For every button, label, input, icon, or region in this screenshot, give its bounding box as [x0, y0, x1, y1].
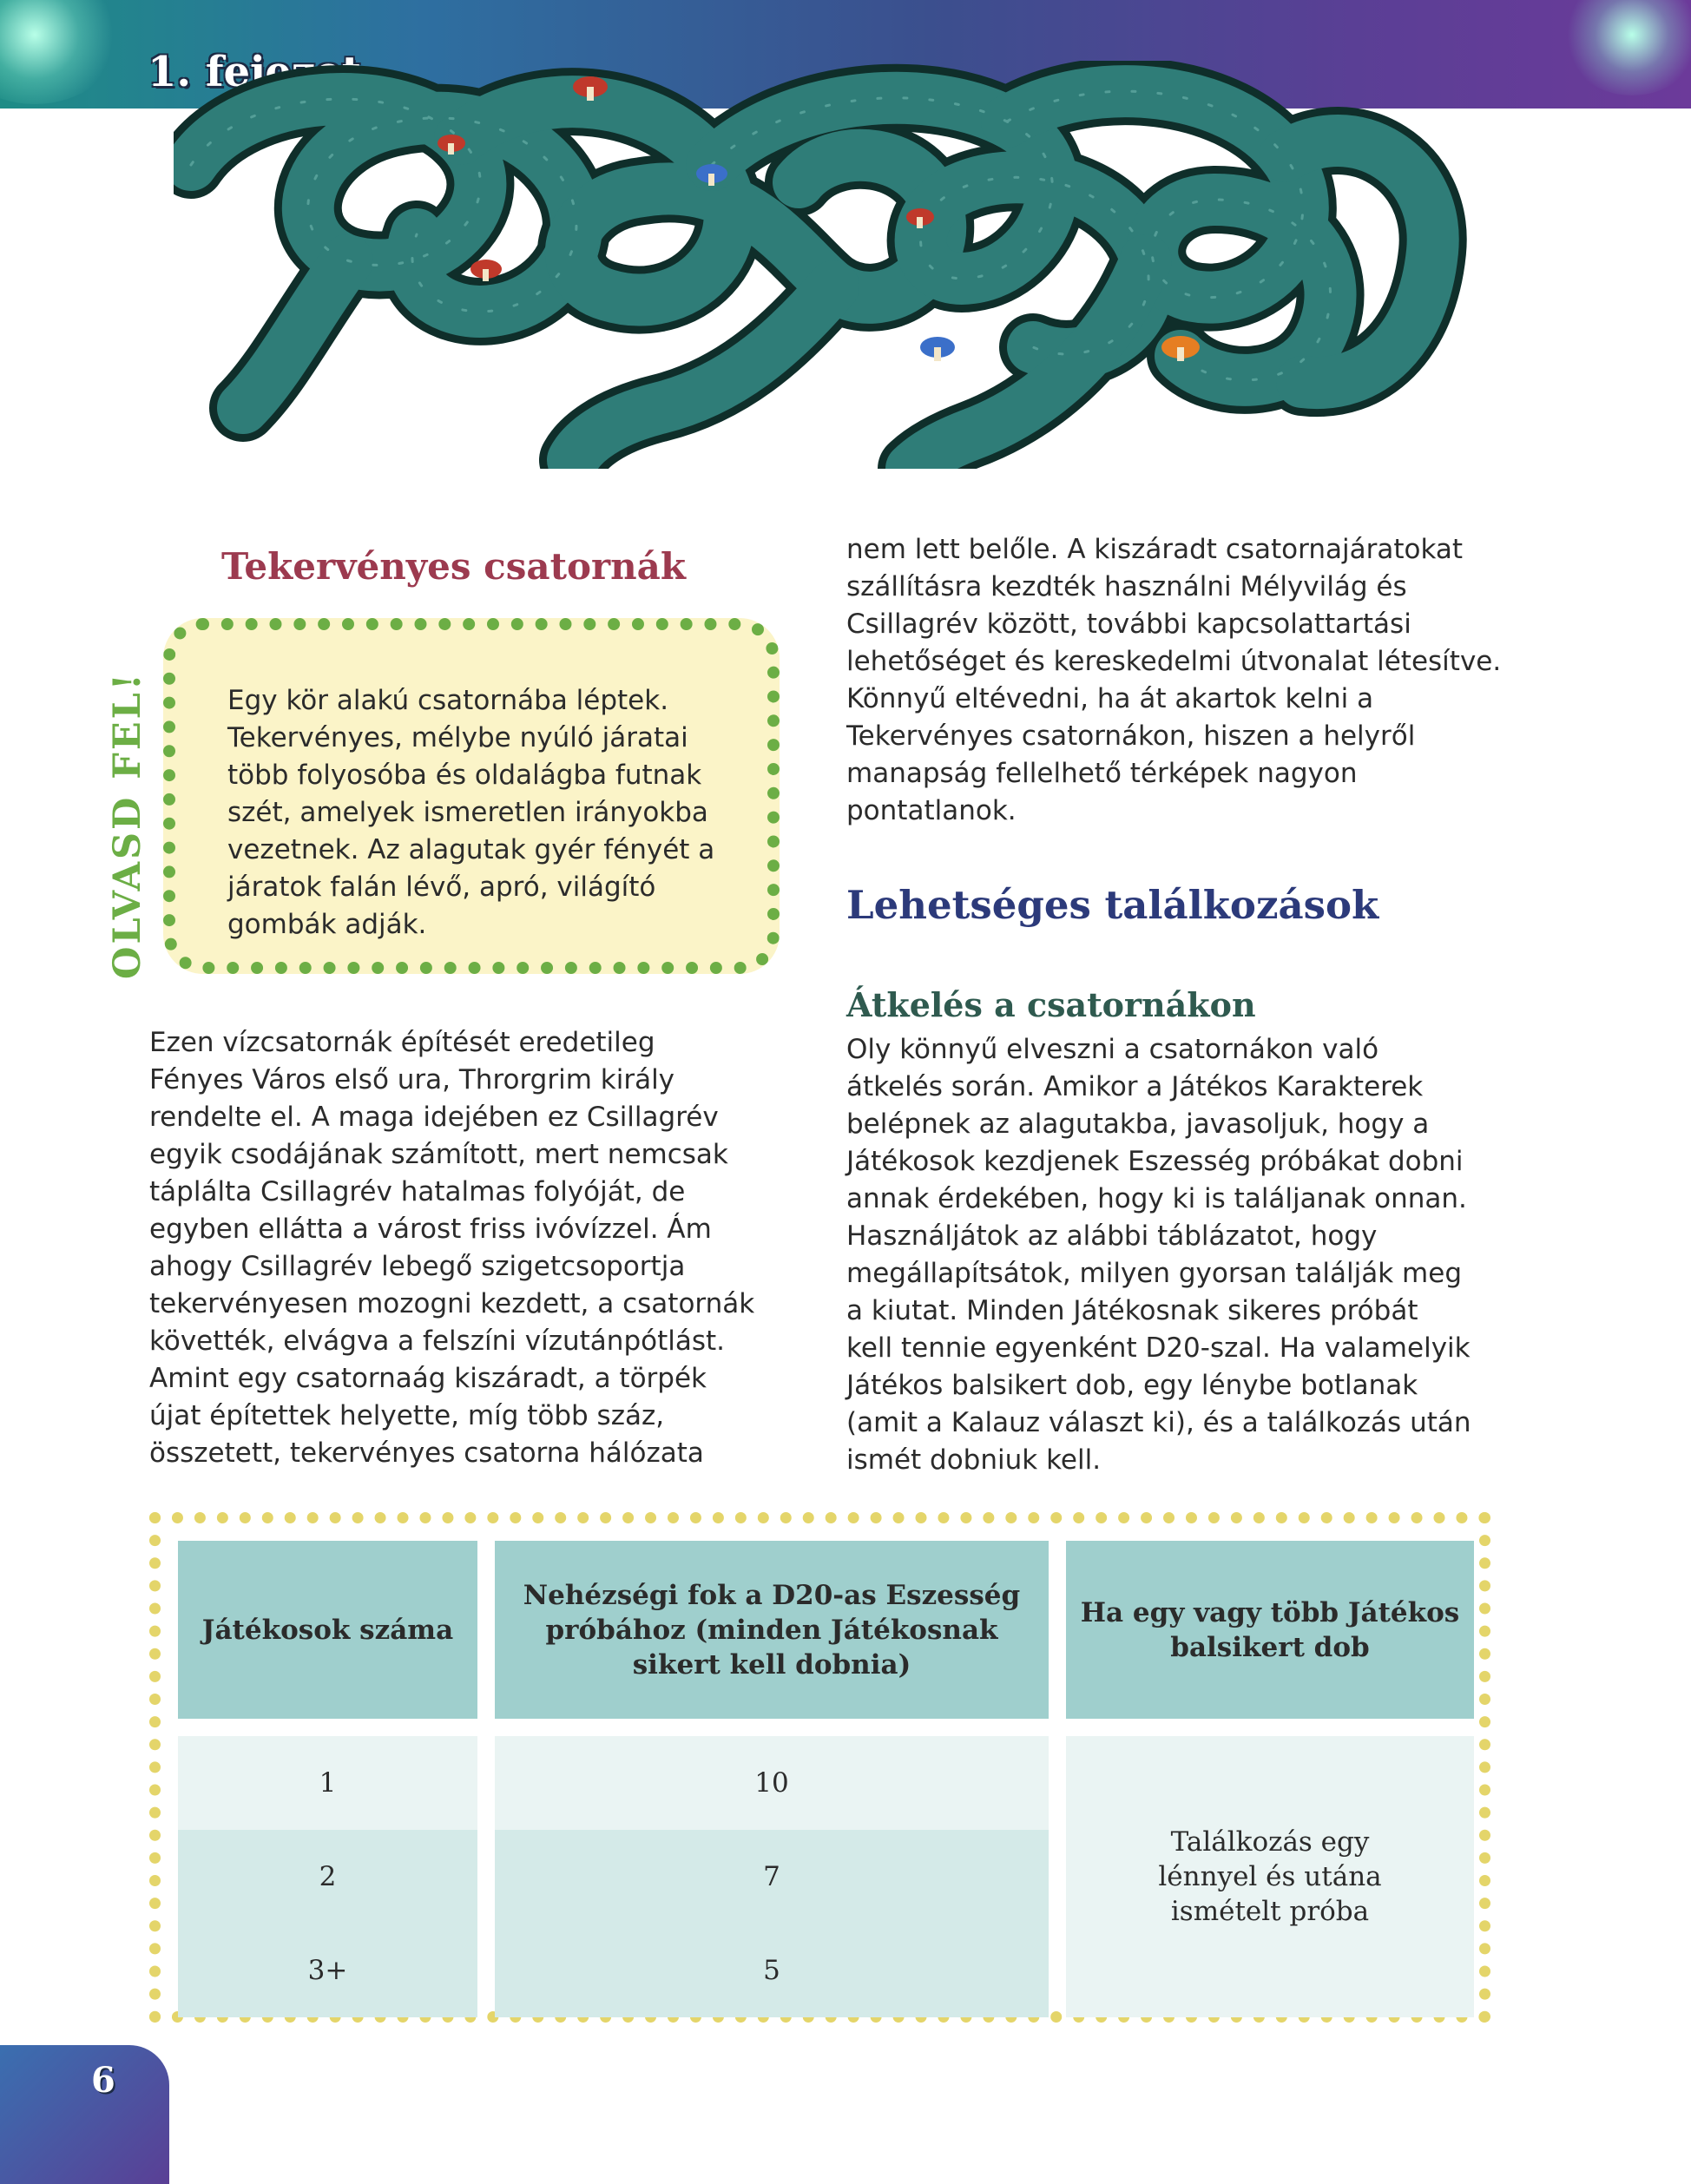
table-cell-outcome: Találkozás egy lénnyel és utána ismételt próba	[1066, 1736, 1474, 2017]
table-cell-players: 2	[178, 1830, 477, 1924]
table-cell-dc: 5	[495, 1924, 1049, 2017]
glow-decoration	[0, 0, 122, 104]
crossing-subheading: Átkelés a csatornákon	[846, 985, 1256, 1024]
right-body-text: nem lett belőle. A kiszáradt csatornajáratokat szállításra kezdték használni Mélyvilág és Csillagrév között, további kapcsolattartási lehetőséget és kereskedelmi útvonalat létesítve. Könnyű eltévedni, ha át akartok kelni a Tekervényes csatornákon, hiszen a helyről manapság fellelhető térképek nagyon pontatlanok.	[846, 534, 1502, 826]
table-cell-dc: 10	[495, 1736, 1049, 1830]
section-title: Tekervényes csatornák	[221, 545, 686, 588]
page-number: 6	[91, 2060, 115, 2101]
read-aloud-text: Egy kör alakú csatornába léptek. Tekervényes, mélybe nyúló járatai több folyosóba és oldalágba futnak szét, amelyek ismeretlen irányokba vezetnek. Az alagutak gyér fényét a járatok falán lévő, apró, világító gombák adják.	[227, 685, 715, 940]
table-cell-players: 3+	[178, 1924, 477, 2017]
table-header-dc: Nehézségi fok a D20-as Eszesség próbához (minden Játékosnak sikert kell dobnia)	[495, 1541, 1049, 1719]
table-header-outcome: Ha egy vagy több Játékos balsikert dob	[1066, 1541, 1474, 1719]
table-cell-dc: 7	[495, 1830, 1049, 1924]
page-corner-decoration	[0, 2045, 169, 2184]
canal-maze-illustration	[174, 61, 1476, 469]
encounters-heading: Lehetséges találkozások	[846, 882, 1379, 928]
read-aloud-box	[163, 618, 780, 974]
table-header-players: Játékosok száma	[178, 1541, 477, 1719]
encounters-body-text: Oly könnyű elveszni a csatornákon való átkelés során. Amikor a Játékos Karakterek belépnek az alagutakba, javasoljuk, hogy a Játékosok kezdjenek Eszesség próbákat dobni annak érdekében, hogy ki is találjanak onnan. Használjátok az alábbi táblázatot, hogy megállapítsátok, milyen gyorsan találják meg a kiutat. Minden Játékosnak sikeres próbát kell tennie egyenként D20-szal. Ha valamelyik Játékos balsikert dob, egy lénybe botlanak (amit a Kalauz választ ki), és a találkozás után ismét dobniuk kell.	[846, 1034, 1471, 1476]
difficulty-table	[149, 1512, 1490, 2023]
chapter-title: 1. fejezet	[148, 48, 361, 96]
glow-decoration	[1563, 0, 1691, 95]
table-cell-players: 1	[178, 1736, 477, 1830]
left-body-text: Ezen vízcsatornák építését eredetileg Fényes Város első ura, Throrgrim király rendelte el. A maga idejében ez Csillagrév egyik csodájának számított, mert nemcsak táplálta Csillagrév hatalmas folyóját, de egyben ellátta a várost friss ivóvízzel. Ám ahogy Csillagrév lebegő szigetcsoportja tekervényesen mozogni kezdett, a csatornák követték, elvágva a felszíni vízutánpótlást. Amint egy csatornaág kiszáradt, a törpék újat építettek helyette, míg több száz, összetett, tekervényes csatorna hálózata	[149, 1027, 755, 1469]
read-aloud-label: OLVASD FEL!	[106, 671, 149, 979]
